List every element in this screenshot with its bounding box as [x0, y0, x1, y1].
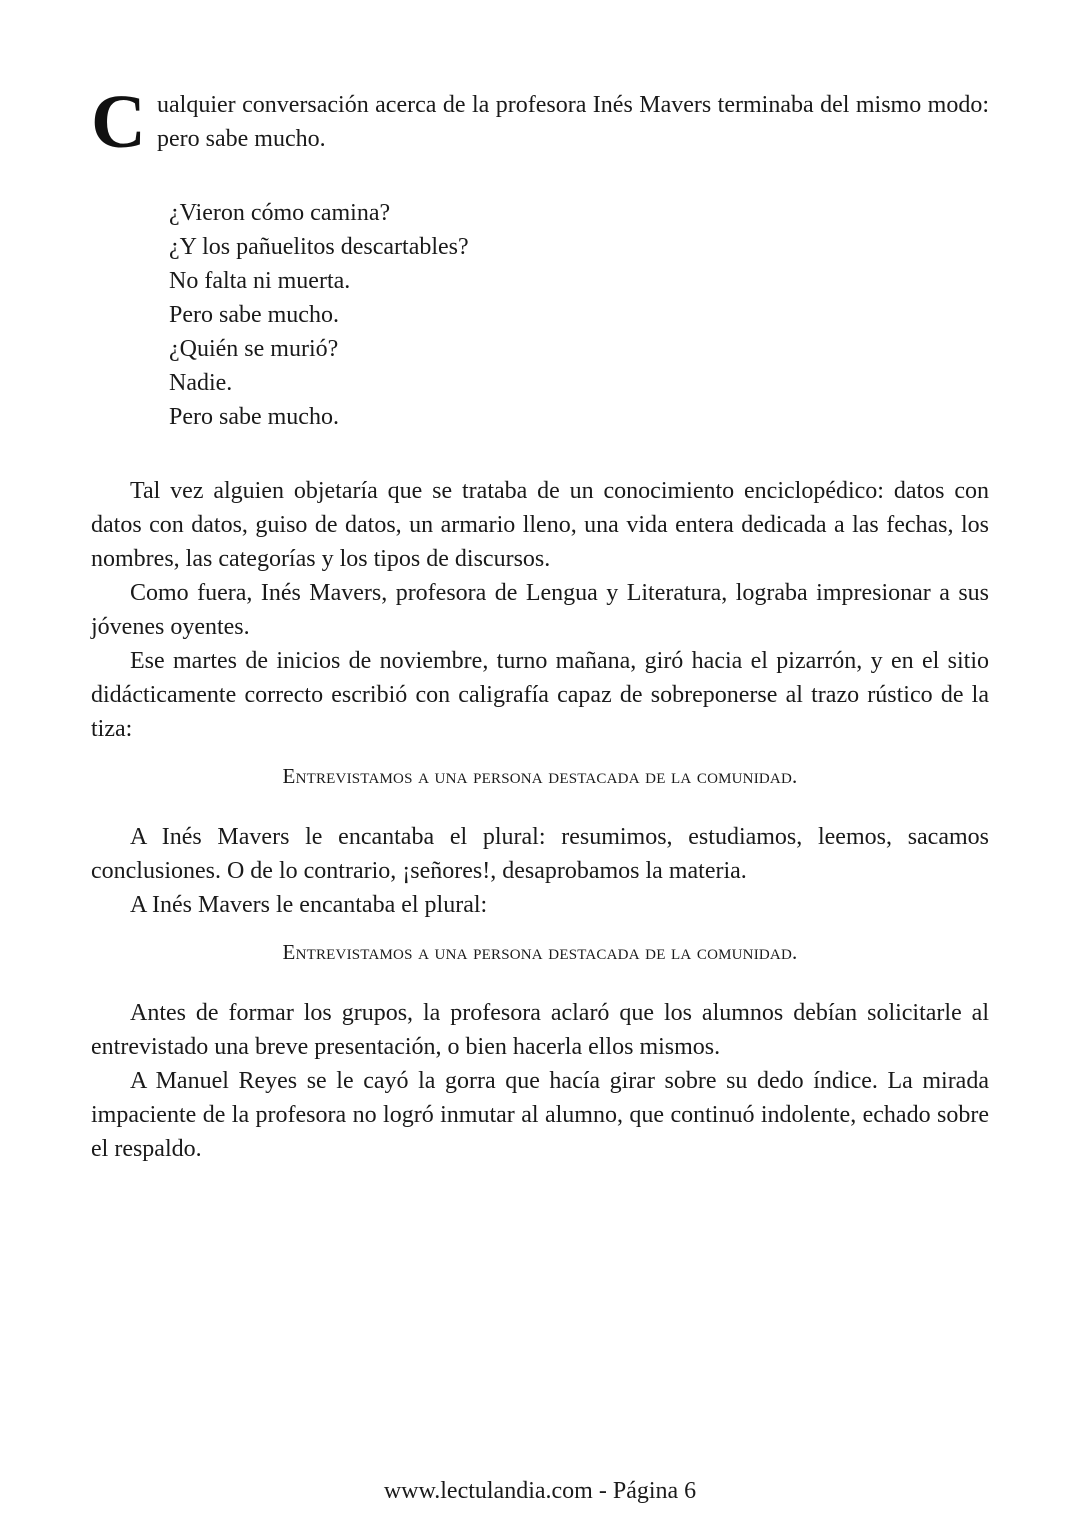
verse-line: Nadie. — [169, 370, 233, 396]
opening-text: ualquier conversación acerca de la profesora Inés Mavers terminaba del mismo modo: pero sabe mucho. — [157, 92, 989, 152]
paragraph: Antes de formar los grupos, la profesora aclaró que los alumnos debían solicitarle al entrevistado una breve presentación, o bien hacerla ellos mismos. — [91, 1000, 989, 1060]
verse-line: ¿Y los pañuelitos descartables? — [169, 234, 469, 260]
paragraph: A Inés Mavers le encantaba el plural: resumimos, estudiamos, leemos, sacamos conclusiones. O de lo contrario, ¡señores!, desaprobamos la materia. — [91, 824, 989, 884]
paragraph: Como fuera, Inés Mavers, profesora de Lengua y Literatura, lograba impresionar a sus jóvenes oyentes. — [91, 580, 989, 640]
verse-block — [169, 196, 469, 434]
paragraph: A Manuel Reyes se le cayó la gorra que hacía girar sobre su dedo índice. La mirada impaciente de la profesora no logró inmutar al alumno, que continuó indolente, echado sobre el respaldo. — [91, 1068, 989, 1162]
blackboard-sentence-text: Entrevistamos a una persona destacada de la comunidad. — [282, 940, 798, 964]
book-page — [91, 0, 989, 1527]
verse-line: Pero sabe mucho. — [169, 302, 339, 328]
drop-cap: C — [91, 80, 146, 164]
blackboard-sentence — [91, 761, 989, 791]
page-footer: www.lectulandia.com - Página 6 — [383, 1478, 697, 1504]
paragraph: Tal vez alguien objetaría que se trataba de un conocimiento enciclopédico: datos con datos con datos, guiso de datos, un armario lleno, una vida entera dedicada a las fechas, los nombres, las categorías y los tipos de discursos. — [91, 478, 989, 572]
blackboard-sentence-text: Entrevistamos a una persona destacada de la comunidad. — [282, 764, 798, 788]
verse-line: No falta ni muerta. — [169, 268, 351, 294]
opening-paragraph — [91, 80, 989, 164]
paragraph: A Inés Mavers le encantaba el plural: — [130, 892, 488, 918]
verse-line: ¿Vieron cómo camina? — [169, 200, 391, 226]
blackboard-sentence — [91, 937, 989, 967]
verse-line: ¿Quién se murió? — [169, 336, 339, 362]
paragraph: Ese martes de inicios de noviembre, turno mañana, giró hacia el pizarrón, y en el sitio didácticamente correcto escribió con caligrafía capaz de sobreponerse al trazo rústico de la tiza: — [91, 648, 989, 742]
verse-line: Pero sabe mucho. — [169, 404, 339, 430]
